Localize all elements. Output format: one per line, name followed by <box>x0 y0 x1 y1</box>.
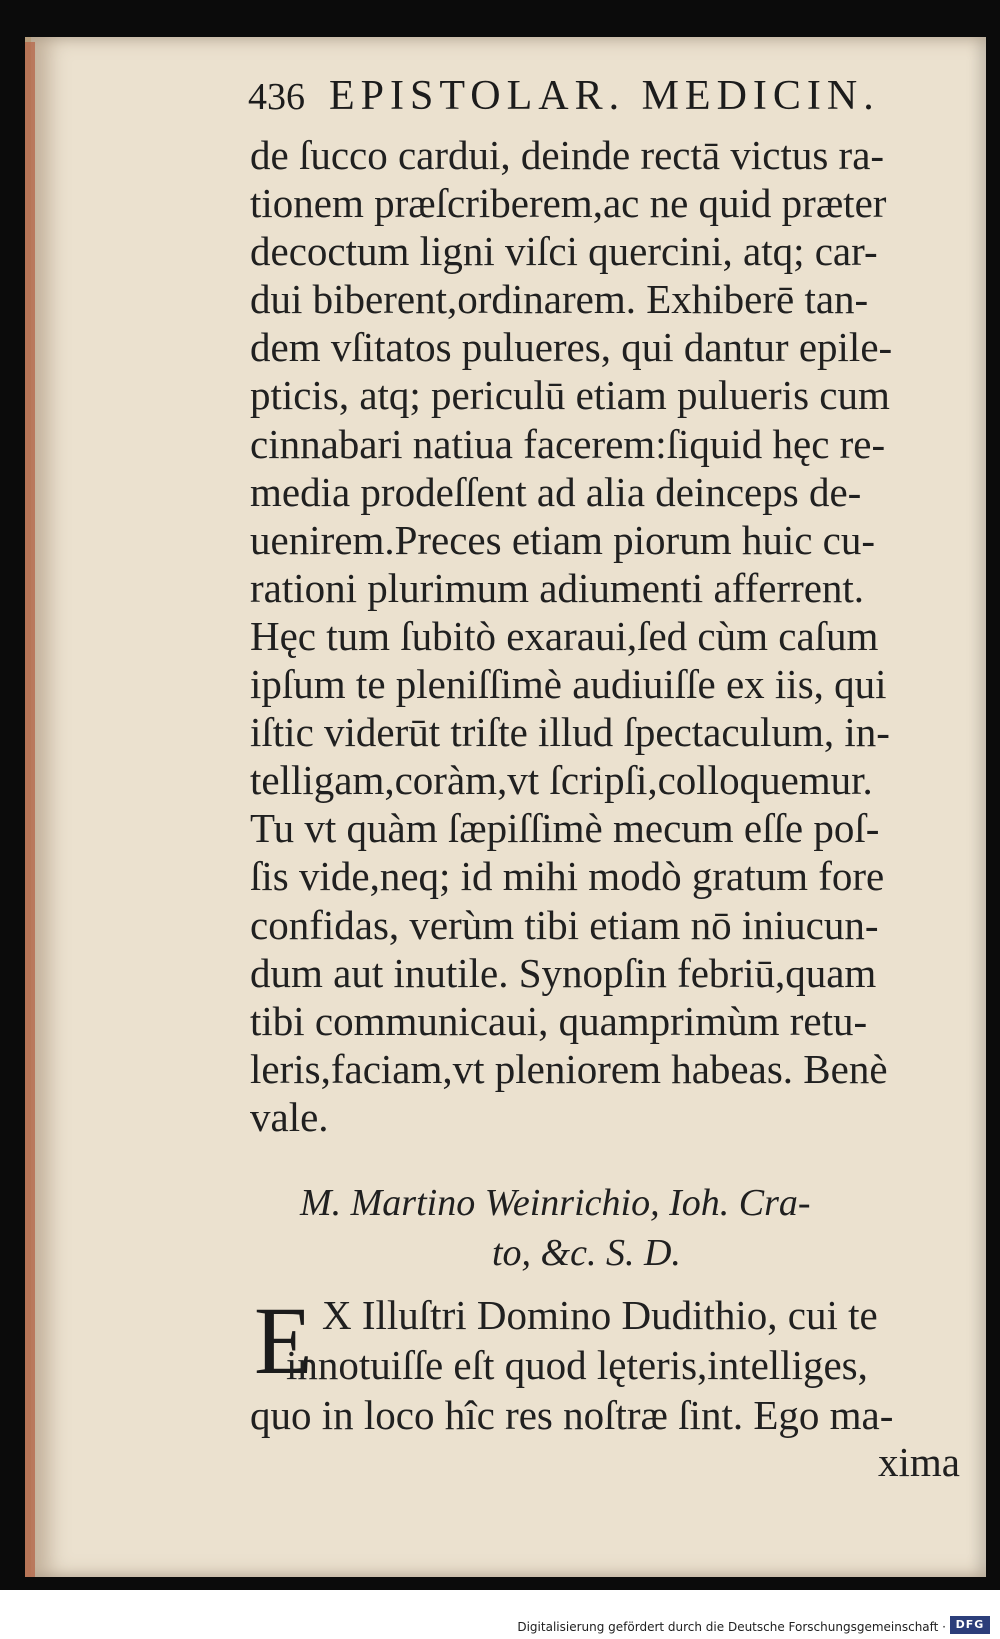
text-line: iſtic viderūt triſte illud ſpectaculum, in- <box>250 709 890 756</box>
letter-line-3: quo in loco hîc res noſtræ ſint. Ego ma- <box>250 1392 894 1438</box>
text-line: confidas, verùm tibi etiam nō iniucun- <box>250 901 879 948</box>
letter-line-2: innotuiſſe eſt quod lęteris,intelliges, <box>286 1342 868 1388</box>
text-line: tibi communicaui, quamprimùm retu- <box>250 997 868 1044</box>
letter-opening <box>250 1287 960 1440</box>
address-line-2: to, &c. S. D. <box>492 1232 681 1274</box>
text-line: pticis, atq; periculū etiam pulueris cum <box>250 372 890 419</box>
drop-cap-initial: E <box>254 1287 313 1394</box>
running-header <box>248 72 880 120</box>
text-line: Tu vt quàm ſæpiſſimè mecum eſſe poſ- <box>250 805 880 852</box>
text-line: Hęc tum ſubitò exaraui,ſed cùm caſum <box>250 612 879 659</box>
text-line: rationi plurimum adiumenti afferrent. <box>250 564 865 611</box>
text-line: leris,faciam,vt pleniorem habeas. Benè <box>250 1045 888 1092</box>
text-line: cinnabari natiua facerem:ſiquid hęc re- <box>250 420 886 467</box>
text-line: dui biberent,ordinarem. Exhiberē tan- <box>250 276 869 323</box>
text-line: ipſum te pleniſſimè audiuiſſe ex iis, qui <box>250 661 887 708</box>
credit-bar <box>0 1590 1000 1639</box>
text-line: vale. <box>250 1093 329 1140</box>
text-line: de ſucco cardui, deinde rectā victus ra- <box>250 132 885 178</box>
text-line: dem vſitatos pulueres, qui dantur epile- <box>250 324 893 371</box>
text-line: media prodeſſent ad alia deinceps de- <box>250 468 862 515</box>
credit-text: Digitalisierung gefördert durch die Deutsche Forschungsgemeinschaft · <box>517 1620 946 1634</box>
address-line-1: M. Martino Weinrichio, Ioh. Cra- <box>300 1182 811 1224</box>
text-line: decoctum ligni viſci quercini, atq; car- <box>250 228 878 275</box>
text-line: tionem præſcriberem,ac ne quid præter <box>250 180 887 227</box>
text-line: telligam,coràm,vt ſcripſi,colloquemur. <box>250 757 873 804</box>
text-line: dum aut inutile. Synopſin febriū,quam <box>250 949 877 996</box>
text-line: uenirem.Preces etiam piorum huic cu- <box>250 516 876 563</box>
letter-line-1: X Illuſtri Domino Dudithio, cui te <box>322 1292 878 1338</box>
catchword: xima <box>878 1439 960 1485</box>
page-edge <box>25 42 35 1577</box>
running-title: EPISTOLAR. MEDICIN. <box>329 73 880 119</box>
letter-address <box>300 1178 960 1278</box>
text-line: ſis vide,neq; id mihi modò gratum fore <box>250 853 885 900</box>
page-number: 436 <box>248 76 305 118</box>
dfg-logo[interactable]: DFG <box>950 1616 990 1634</box>
body-text <box>250 131 960 1141</box>
